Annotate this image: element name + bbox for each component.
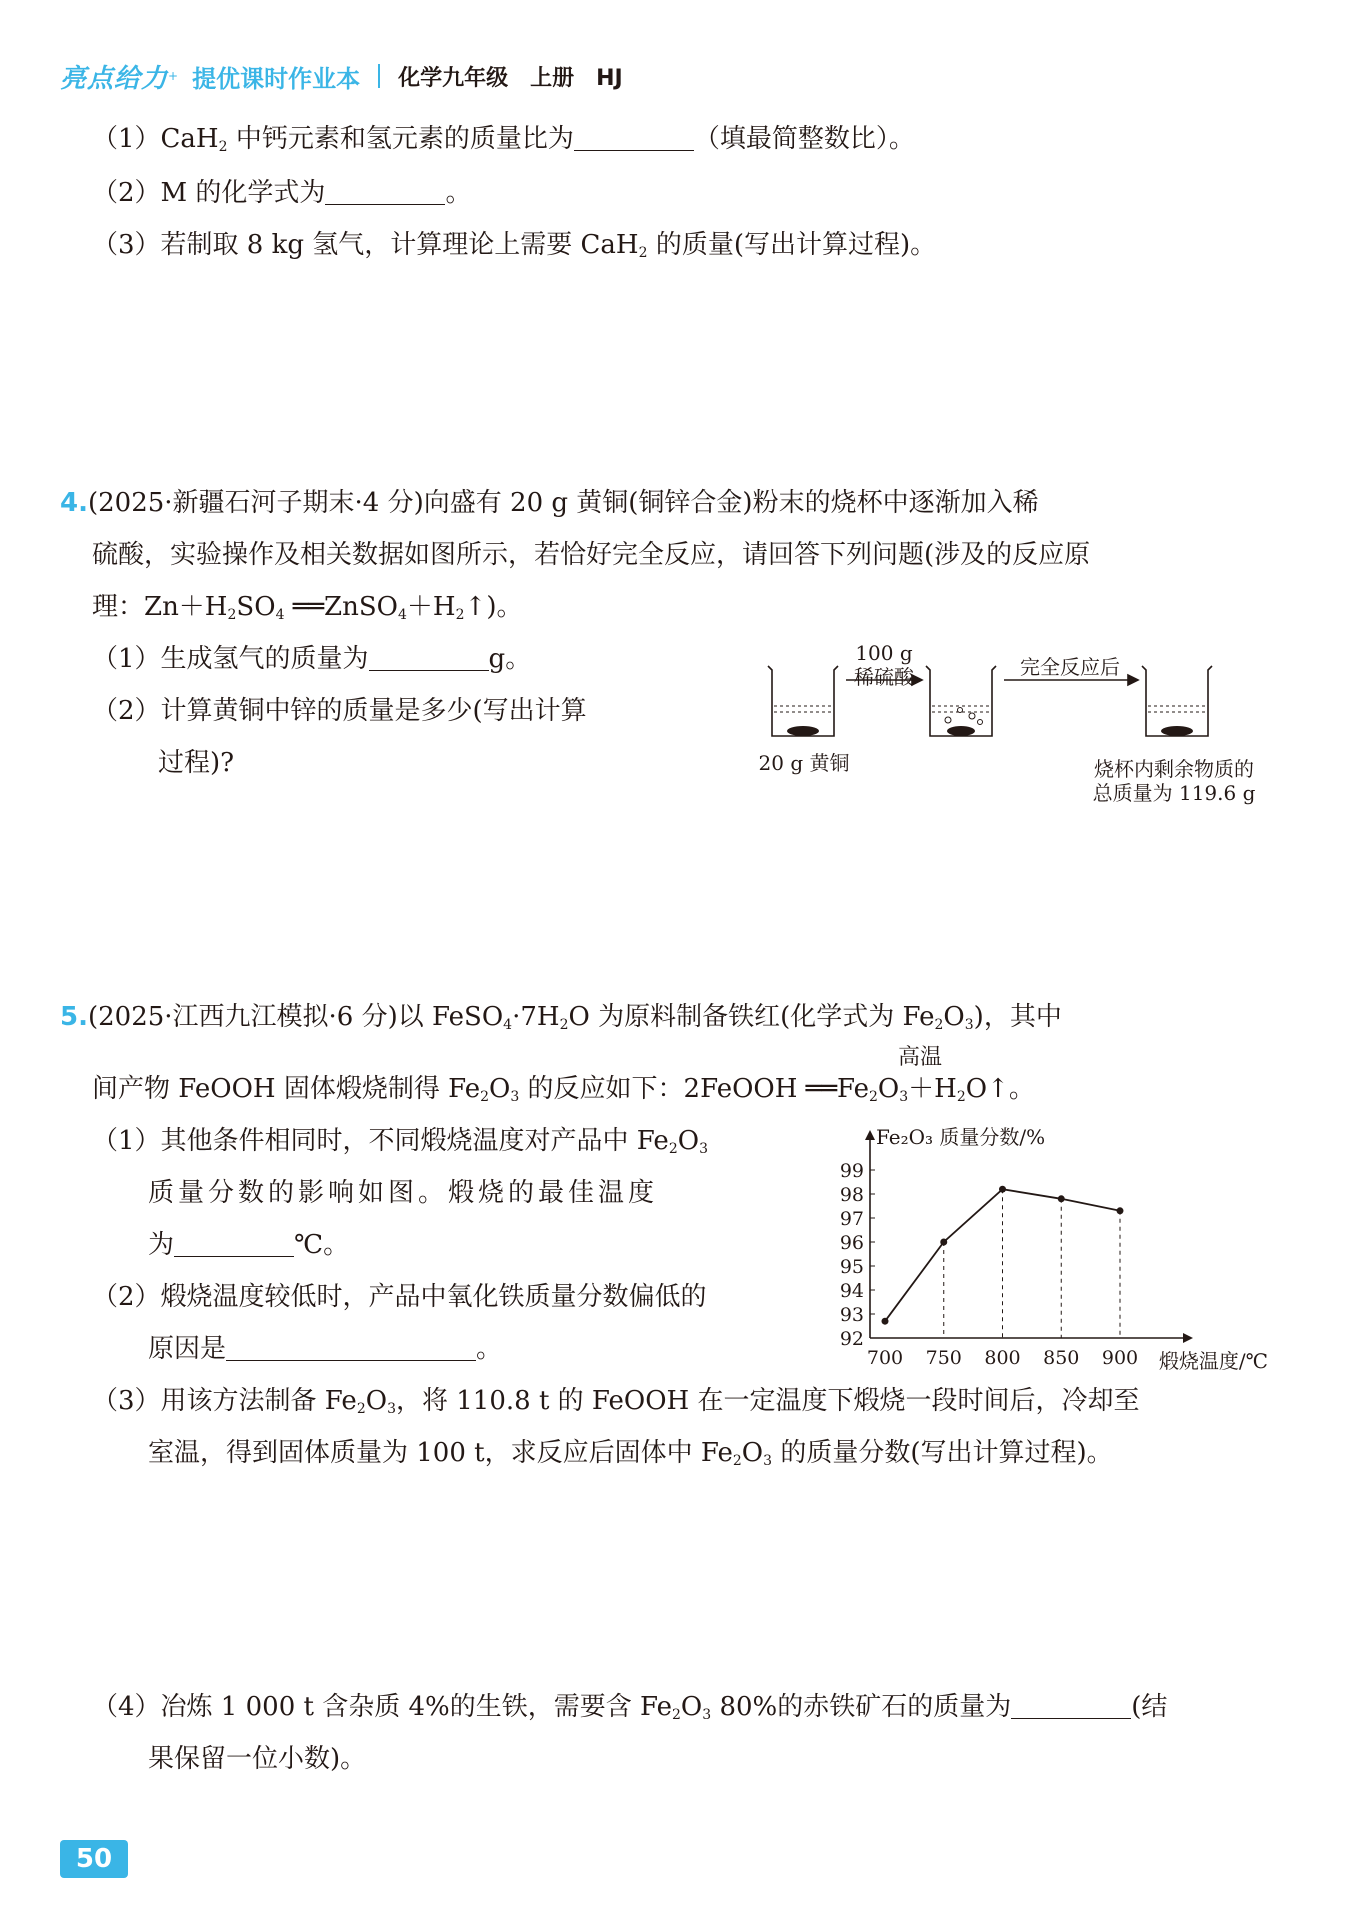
q5-part2-line1: （2）煅烧温度较低时，产品中氧化铁质量分数偏低的 [92, 1282, 707, 1312]
reaction-condition: 高温 [898, 1045, 943, 1070]
y-tick-label: 98 [839, 1184, 864, 1206]
q3-part2: （2）M 的化学式为 。 [92, 178, 472, 208]
y-axis-arrow [865, 1130, 875, 1140]
q5-stem-line2: 间产物 FeOOH 固体煅烧制得 $Fe_2O_3$ 的反应如下：2FeOOH $══Fe_2O_3+H_2O↑$。 [92, 1074, 1035, 1105]
q4-part2-line1: （2）计算黄铜中锌的质量是多少(写出计算 [92, 696, 587, 726]
y-tick-label: 97 [839, 1208, 864, 1230]
remain-label-2: 总质量为 119.6 g [1092, 781, 1256, 805]
brand-sup: + [168, 69, 179, 83]
x-tick-label: 850 [1043, 1347, 1080, 1369]
y-tick-label: 95 [839, 1256, 864, 1278]
after-reaction-label: 完全反应后 [1020, 655, 1120, 679]
temperature-chart [790, 1120, 1270, 1370]
q5-part3-line2: 室温，得到固体质量为 100 t，求反应后固体中 $Fe_2O_3$ 的质量分数(写出计算过程)。 [148, 1438, 1113, 1469]
x-tick-label: 750 [925, 1347, 962, 1369]
data-point [882, 1318, 889, 1325]
x-tick-label: 800 [984, 1347, 1021, 1369]
acid-label: 稀硫酸 [854, 665, 914, 689]
y-axis-label: Fe₂O₃ 质量分数/% [876, 1125, 1046, 1149]
brass-label: 20 g 黄铜 [758, 751, 850, 775]
y-tick-label: 96 [839, 1232, 864, 1254]
answer-blank[interactable] [174, 1230, 294, 1257]
answer-blank[interactable] [369, 644, 489, 671]
beaker-1 [768, 666, 838, 736]
y-tick-label: 94 [839, 1280, 864, 1302]
class-info: 化学九年级 上册 HJ [398, 65, 623, 91]
y-tick-label: 92 [839, 1328, 864, 1350]
x-tick-label: 900 [1101, 1347, 1139, 1369]
book-subtitle: 提优课时作业本 [192, 64, 361, 93]
beaker-3 [1142, 666, 1212, 736]
x-axis-arrow [1183, 1333, 1193, 1343]
q4-part2-line2: 过程)? [158, 748, 235, 778]
q5-part4-line1: （4）冶炼 1 000 t 含杂质 4%的生铁，需要含 $Fe_2O_3$ 80%的赤铁矿石的质量为 (结 [92, 1692, 1168, 1723]
header-divider [378, 64, 380, 88]
q5-part1-line1: （1）其他条件相同时，不同煅烧温度对产品中 $Fe_2O_3$ [92, 1126, 708, 1157]
data-point [1058, 1195, 1065, 1202]
q4-stem-line1: 4.(2025·新疆石河子期末·4 分)向盛有 20 g 黄铜(铜锌合金)粉末的烧杯中逐渐加入稀 [60, 488, 1039, 518]
remain-label-1: 烧杯内剩余物质的 [1094, 757, 1254, 781]
q4-stem-line2: 硫酸，实验操作及相关数据如图所示，若恰好完全反应，请回答下列问题(涉及的反应原 [92, 540, 1091, 570]
data-point [999, 1186, 1006, 1193]
y-tick-label: 93 [839, 1304, 864, 1326]
q5-part4-line2: 果保留一位小数)。 [148, 1744, 367, 1774]
q5-stem-line1: 5.(2025·江西九江模拟·6 分)以 $FeSO_4\cdot 7H_2O$ 为原料制备铁红(化学式为 $Fe_2O_3$)，其中 [60, 1002, 1062, 1033]
acid-amount: 100 g [855, 641, 913, 665]
beaker-diagram [750, 640, 1270, 820]
x-axis-label: 煅烧温度/℃ [1158, 1349, 1268, 1370]
answer-blank[interactable] [1011, 1692, 1131, 1719]
beaker-2 [926, 666, 996, 736]
y-tick-label: 99 [839, 1160, 864, 1182]
brand-logo: 亮点给力 [60, 63, 169, 94]
answer-blank[interactable] [325, 178, 445, 205]
question-number: 4. [60, 488, 88, 518]
x-tick-label: 700 [866, 1347, 904, 1369]
answer-blank[interactable] [574, 124, 694, 151]
page-header [60, 56, 623, 96]
page-number: 50 [60, 1840, 128, 1878]
data-point [1117, 1207, 1124, 1214]
q5-part1-line3: 为 ℃。 [148, 1230, 350, 1260]
q4-part1: （1）生成氢气的质量为 g。 [92, 644, 532, 674]
data-point [940, 1239, 947, 1246]
q5-part2-line2: 原因是 。 [148, 1334, 503, 1364]
answer-blank[interactable] [226, 1334, 476, 1361]
q3-part1: （1）CaH$_2$ 中钙元素和氢元素的质量比为 （填最简整数比）。 [92, 124, 915, 155]
question-number: 5. [60, 1002, 88, 1032]
q3-part3: （3）若制取 8 kg 氢气，计算理论上需要 CaH$_2$ 的质量(写出计算过程)。 [92, 230, 937, 261]
q5-part3-line1: （3）用该方法制备 $Fe_2O_3$，将 110.8 t 的 FeOOH 在一定温度下煅烧一段时间后，冷却至 [92, 1386, 1140, 1417]
q5-part1-line2: 质量分数的影响如图。煅烧的最佳温度 [148, 1178, 659, 1208]
q4-stem-line3: 理：$Zn+H_2SO_4$ $══ZnSO_4+H_2↑$)。 [92, 592, 523, 623]
